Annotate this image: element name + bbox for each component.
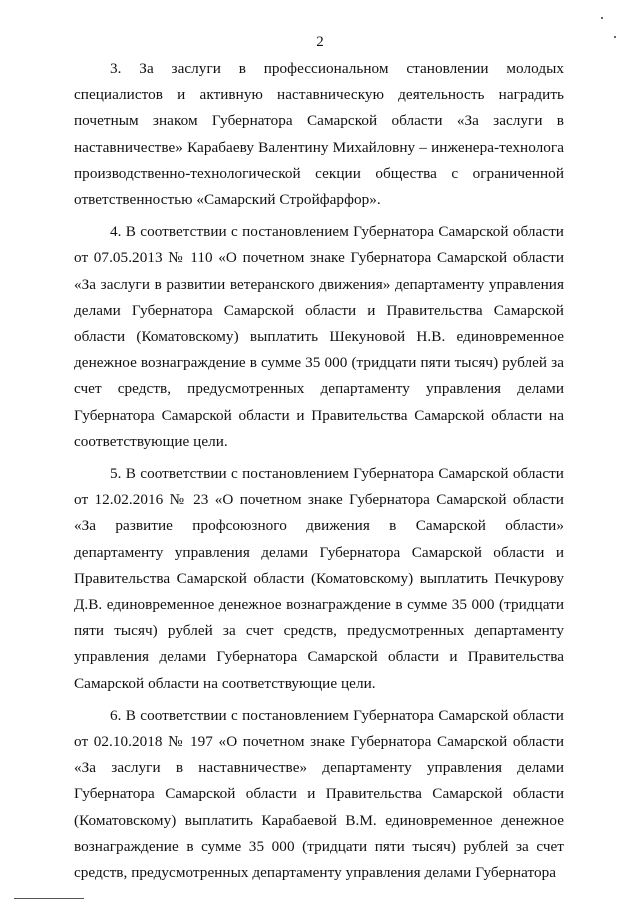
scan-speck [601,17,603,19]
document-body [74,56,564,892]
paragraph-4: 4. В соответствии с постановлением Губернатора Самарской области от 07.05.2013 № 110 «О почетном знаке Губернатора Самарской области «За заслуги в развитии ветеранского движения» департаменту управления делами Губернатора Самарской области и Правительства Самарской области (Коматовскому) выплатить Шекуновой Н.В. единовременное денежное вознаграждение в сумме 35 000 (тридцати пяти тысяч) рублей за счет средств, предусмотренных департаменту управления делами Губернатора Самарской области и Правительства Самарской области на соответствующие цели. [74,223,564,450]
paragraph-3: 3. За заслуги в профессиональном становлении молодых специалистов и активную наставническую деятельность наградить почетным знаком Губернатора Самарской области «За заслуги в наставничестве» Карабаеву Валентину Михайловну – инженера-технолога производственно-технологической секции общества с ограниченной ответственностью «Самарский Стройфарфор». [74,60,564,209]
paragraph-5: 5. В соответствии с постановлением Губернатора Самарской области от 12.02.2016 № 23 «О почетном знаке Губернатора Самарской области «За развитие профсоюзного движения в Самарской области» департаменту управления делами Губернатора Самарской области и Правительства Самарской области (Коматовскому) выплатить Печкурову Д.В. единовременное денежное вознаграждение в сумме 35 000 (тридцати пяти тысяч) рублей за счет средств, предусмотренных департаменту управления делами Губернатора Самарской области и Правительства Самарской области на соответствующие цели. [74,465,564,692]
paragraph-6: 6. В соответствии с постановлением Губернатора Самарской области от 02.10.2018 № 197 «О почетном знаке Губернатора Самарской области «За заслуги в наставничестве» департаменту управления делами Губернатора Самарской области и Правительства Самарской области (Коматовскому) выплатить Карабаевой В.М. единовременное денежное вознаграждение в сумме 35 000 (тридцати пяти тысяч) рублей за счет средств, предусмотренных департаменту управления делами Губернатора [74,706,564,882]
page-number: 2 [316,34,324,50]
footer-rule [14,898,84,899]
